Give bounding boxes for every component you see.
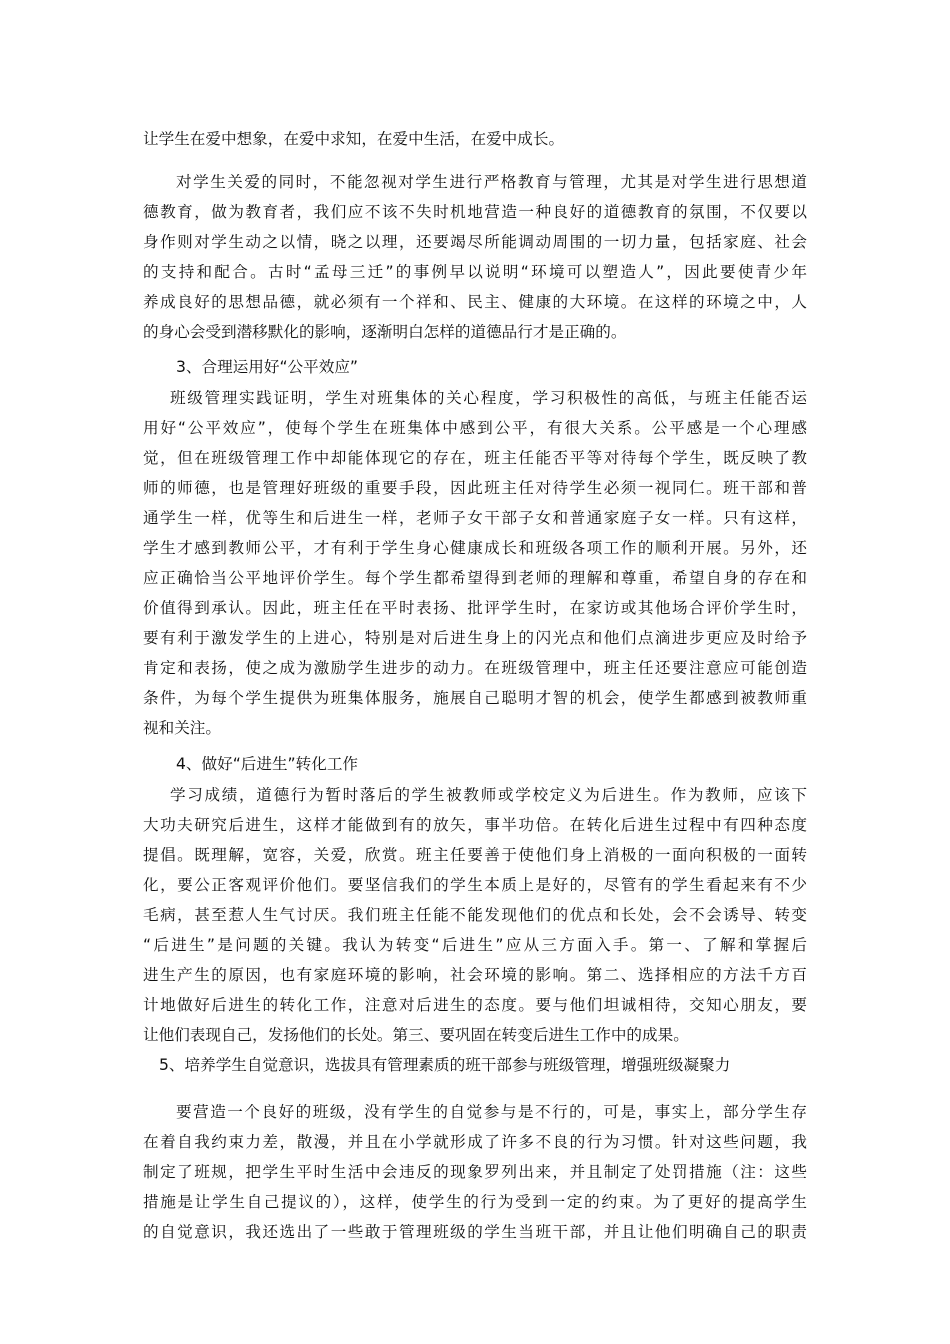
paragraph-line: 通学生一样，优等生和后进生一样，老师子女干部子女和普通家庭子女一样。只有这样， bbox=[143, 509, 807, 527]
section-heading: 4、做好“后进生”转化工作 bbox=[176, 755, 359, 773]
paragraph-line: 应正确恰当公平地评价学生。每个学生都希望得到老师的理解和尊重，希望自身的存在和 bbox=[143, 569, 807, 587]
paragraph-line: 大功夫研究后进生，这样才能做到有的放矢，事半功倍。在转化后进生过程中有四种态度 bbox=[143, 816, 807, 834]
paragraph-line: 学习成绩，道德行为暂时落后的学生被教师或学校定义为后进生。作为教师，应该下 bbox=[170, 786, 807, 804]
paragraph-line: 师的师德，也是管理好班级的重要手段，因此班主任对待学生必须一视同仁。班干部和普 bbox=[143, 479, 807, 497]
paragraph-line: 进生产生的原因，也有家庭环境的影响，社会环境的影响。第二、选择相应的方法千方百 bbox=[143, 966, 807, 984]
section-heading: 3、合理运用好“公平效应” bbox=[176, 358, 359, 376]
paragraph-line: 用好“公平效应”，使每个学生在班集体中感到公平，有很大关系。公平感是一个心理感 bbox=[143, 419, 807, 437]
paragraph-line: 计地做好后进生的转化工作，注意对后进生的态度。要与他们坦诚相待，交知心朋友，要 bbox=[143, 996, 807, 1014]
section-heading: 5、培养学生自觉意识，选拔具有管理素质的班干部参与班级管理，增强班级凝聚力 bbox=[159, 1056, 731, 1074]
paragraph-line: 对学生关爱的同时，不能忽视对学生进行严格教育与管理，尤其是对学生进行思想道 bbox=[176, 173, 807, 191]
paragraph-line: 让他们表现自己，发扬他们的长处。第三、要巩固在转变后进生工作中的成果。 bbox=[143, 1026, 689, 1044]
paragraph-line: 毛病，甚至惹人生气讨厌。我们班主任能不能发现他们的优点和长处，会不会诱导、转变 bbox=[143, 906, 807, 924]
paragraph-line: 肯定和表扬，使之成为激励学生进步的动力。在班级管理中，班主任还要注意应可能创造 bbox=[143, 659, 807, 677]
paragraph-line: 视和关注。 bbox=[143, 719, 221, 737]
paragraph-line: 让学生在爱中想象，在爱中求知，在爱中生活，在爱中成长。 bbox=[143, 130, 565, 148]
paragraph-line: “后进生”是问题的关键。我认为转变“后进生”应从三方面入手。第一、了解和掌握后 bbox=[143, 936, 807, 954]
paragraph-line: 身作则对学生动之以情，晓之以理，还要竭尽所能调动周围的一切力量，包括家庭、社会 bbox=[143, 233, 807, 251]
paragraph-line: 的支持和配合。古时“孟母三迁”的事例早以说明“环境可以塑造人”，因此要使青少年 bbox=[143, 263, 807, 281]
paragraph-line: 学生才感到教师公平，才有利于学生身心健康成长和班级各项工作的顺利开展。另外，还 bbox=[143, 539, 807, 557]
paragraph-line: 条件，为每个学生提供为班集体服务，施展自己聪明才智的机会，使学生都感到被教师重 bbox=[143, 689, 807, 707]
paragraph-line: 班级管理实践证明，学生对班集体的关心程度，学习积极性的高低，与班主任能否运 bbox=[170, 389, 807, 407]
paragraph-line: 价值得到承认。因此，班主任在平时表扬、批评学生时，在家访或其他场合评价学生时， bbox=[143, 599, 807, 617]
paragraph-line: 的身心会受到潜移默化的影响，逐渐明白怎样的道德品行才是正确的。 bbox=[143, 323, 627, 341]
paragraph-line: 化，要公正客观评价他们。要坚信我们的学生本质上是好的，尽管有的学生看起来有不少 bbox=[143, 876, 807, 894]
paragraph-line: 养成良好的思想品德，就必须有一个祥和、民主、健康的大环境。在这样的环境之中，人 bbox=[143, 293, 807, 311]
paragraph-line: 在着自我约束力差，散漫，并且在小学就形成了许多不良的行为习惯。针对这些问题，我 bbox=[143, 1133, 807, 1151]
paragraph-line: 制定了班规，把学生平时生活中会违反的现象罗列出来，并且制定了处罚措施（注：这些 bbox=[143, 1163, 807, 1181]
paragraph-line: 觉，但在班级管理工作中却能体现它的存在，班主任能否平等对待每个学生，既反映了教 bbox=[143, 449, 807, 467]
paragraph-line: 德教育，做为教育者，我们应不该不失时机地营造一种良好的道德教育的氛围，不仅要以 bbox=[143, 203, 807, 221]
paragraph-line: 的自觉意识，我还选出了一些敢于管理班级的学生当班干部，并且让他们明确自己的职责 bbox=[143, 1223, 807, 1241]
paragraph-line: 要营造一个良好的班级，没有学生的自觉参与是不行的，可是，事实上，部分学生存 bbox=[176, 1103, 807, 1121]
paragraph-line: 要有利于激发学生的上进心，特别是对后进生身上的闪光点和他们点滴进步更应及时给予 bbox=[143, 629, 807, 647]
paragraph-line: 措施是让学生自己提议的），这样，使学生的行为受到一定的约束。为了更好的提高学生 bbox=[143, 1193, 807, 1211]
paragraph-line: 提倡。既理解，宽容，关爱，欣赏。班主任要善于使他们身上消极的一面向积极的一面转 bbox=[143, 846, 807, 864]
